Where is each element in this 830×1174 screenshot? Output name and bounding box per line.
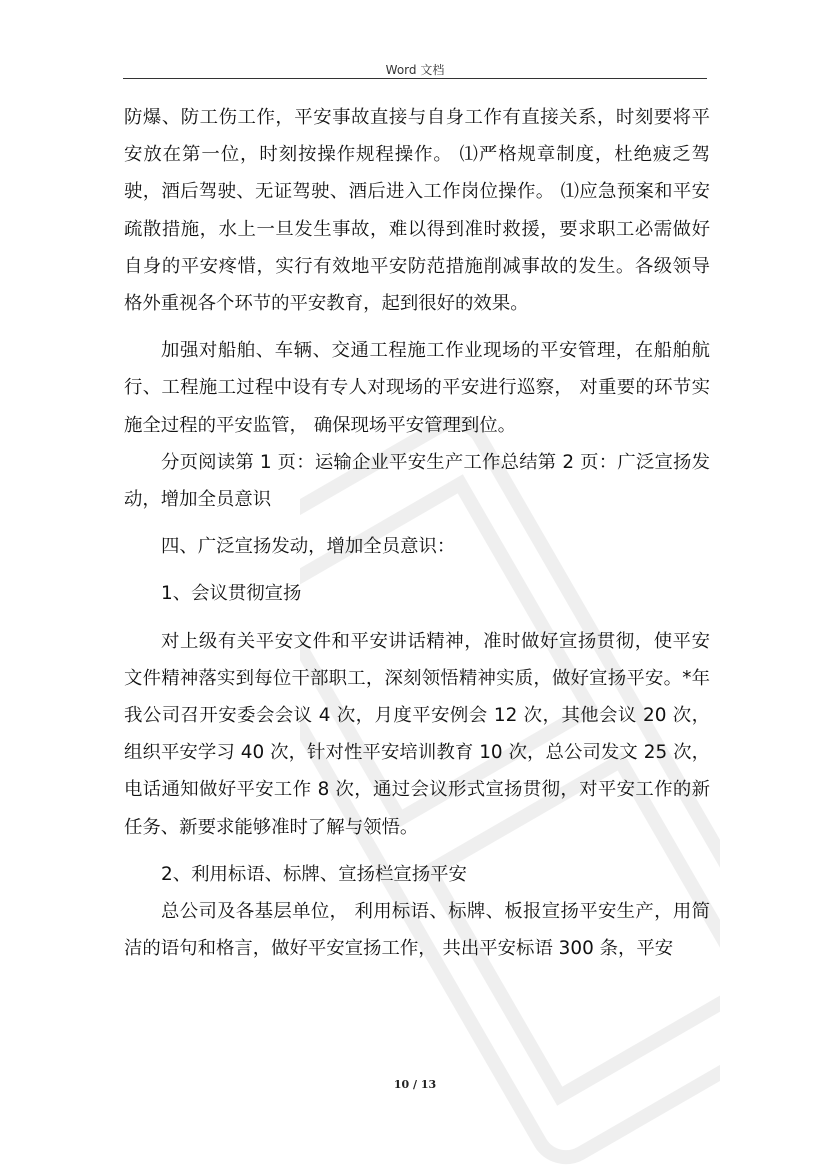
page-number: 10 / 13 — [393, 1078, 437, 1091]
paragraph-site-management: 加强对船舶、车辆、交通工程施工作业现场的平安管理，在船舶航行、工程施工过程中设有专人对现场的平安进行巡察， 对重要的环节实施全过程的平安监管， 确保现场平安管理到位。 — [124, 340, 710, 436]
paragraph-safety-operations: 防爆、防工伤工作，平安事故直接与自身工作有直接关系，时刻要将平安放在第一位，时刻按操作规程操作。 ⑴严格规章制度，杜绝疲乏驾驶，酒后驾驶、无证驾驶、酒后进入工作岗位操作。 ⑴应急预案和平安疏散措施，水上一旦发生事故，难以得到准时救援，要求职工必需做好自身的平安疼惜，实行有效地平安防范措施削减事故的发生。各级领导格外重视各个环节的平安教育，起到很好的效果。 — [124, 107, 710, 315]
section-heading: 四、广泛宣扬发动，增加全员意识： — [161, 536, 456, 558]
paragraph-meetings: 对上级有关平安文件和平安讲话精神，准时做好宣扬贯彻，使平安文件精神落实到每位干部职工，深刻领悟精神实质，做好宣扬平安。*年我公司召开安委会会议 4 次，月度平安例会 12 次，其他会议 20 次，组织平安学习 40 次，针对性平安培训教育 10 次，总公司发文 25 次，电话通知做好平安工作 8 次，通过会议形式宣扬贯彻，对平安工作的新任务、新要求能够准时了解与领悟。 — [124, 630, 710, 838]
subsection-heading-meetings: 1、会议贯彻宣扬 — [161, 583, 302, 605]
document-body — [124, 99, 710, 967]
header-divider — [123, 78, 707, 79]
paragraph-pagination-note: 分页阅读第 1 页：运输企业平安生产工作总结第 2 页：广泛宣扬发动，增加全员意识 — [124, 451, 710, 511]
paragraph-slogans: 总公司及各基层单位， 利用标语、标牌、板报宣扬平安生产，用简洁的语句和格言，做好平安宣扬工作， 共出平安标语 300 条，平安 — [124, 901, 710, 960]
header-title: Word 文档 — [385, 63, 445, 77]
subsection-heading-slogans: 2、利用标语、标牌、宣扬栏宣扬平安 — [161, 863, 467, 885]
